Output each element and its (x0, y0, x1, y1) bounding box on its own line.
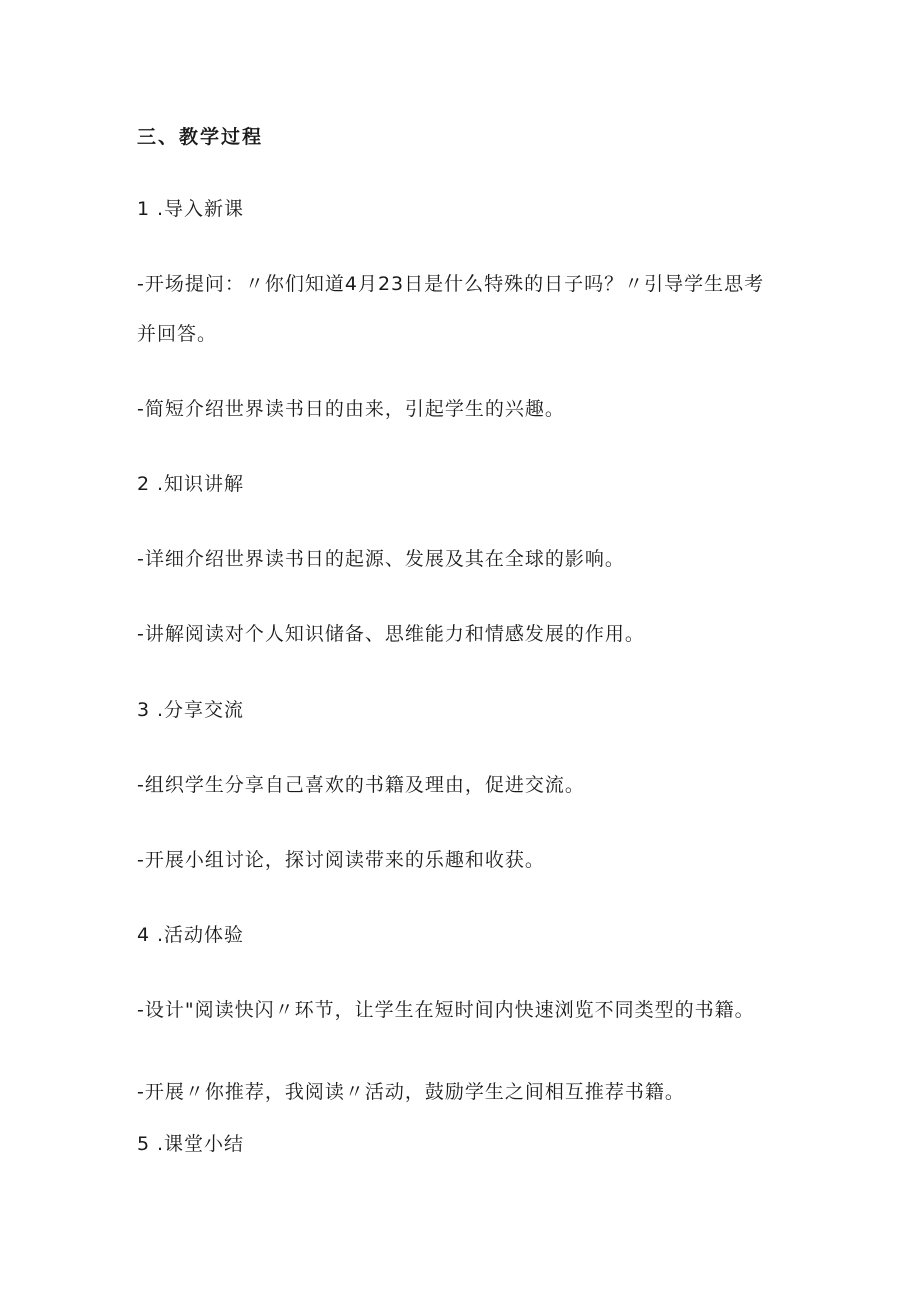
paragraph-line: -开展小组讨论，探讨阅读带来的乐趣和收获。 (137, 849, 545, 871)
step-heading-4 (137, 923, 244, 947)
step-heading-2 (137, 472, 244, 496)
step-number: 4 (137, 924, 151, 946)
step-heading-3 (137, 698, 244, 722)
paragraph-line: -设计"阅读快闪〃环节，让学生在短时间内快速浏览不同类型的书籍。 (137, 999, 755, 1021)
paragraph-line: -详细介绍世界读书日的起源、发展及其在全球的影响。 (137, 548, 625, 570)
step-number: 3 (137, 699, 151, 721)
paragraph-line: -开展〃你推荐，我阅读〃活动，鼓励学生之间相互推荐书籍。 (137, 1081, 685, 1103)
step-number: 2 (137, 473, 151, 495)
step-title: .知识讲解 (157, 473, 245, 495)
step-heading-1 (137, 197, 244, 221)
section-title: 三、教学过程 (137, 126, 264, 148)
step-number: 1 (137, 198, 151, 220)
step-heading-5 (137, 1132, 244, 1156)
paragraph-line: -简短介绍世界读书日的由来，引起学生的兴趣。 (137, 398, 565, 420)
step-title: .活动体验 (157, 924, 245, 946)
step-title: .分享交流 (157, 699, 245, 721)
step-title: .导入新课 (157, 198, 245, 220)
step-title: .课堂小结 (157, 1133, 245, 1155)
paragraph-line: -组织学生分享自己喜欢的书籍及理由，促进交流。 (137, 774, 585, 796)
paragraph-line: 并回答。 (137, 323, 218, 345)
paragraph-line: -讲解阅读对个人知识储备、思维能力和情感发展的作用。 (137, 623, 645, 645)
paragraph-line: -开场提问：〃你们知道4月23日是什么特殊的日子吗？〃引导学生思考 (137, 273, 765, 295)
step-number: 5 (137, 1133, 151, 1155)
